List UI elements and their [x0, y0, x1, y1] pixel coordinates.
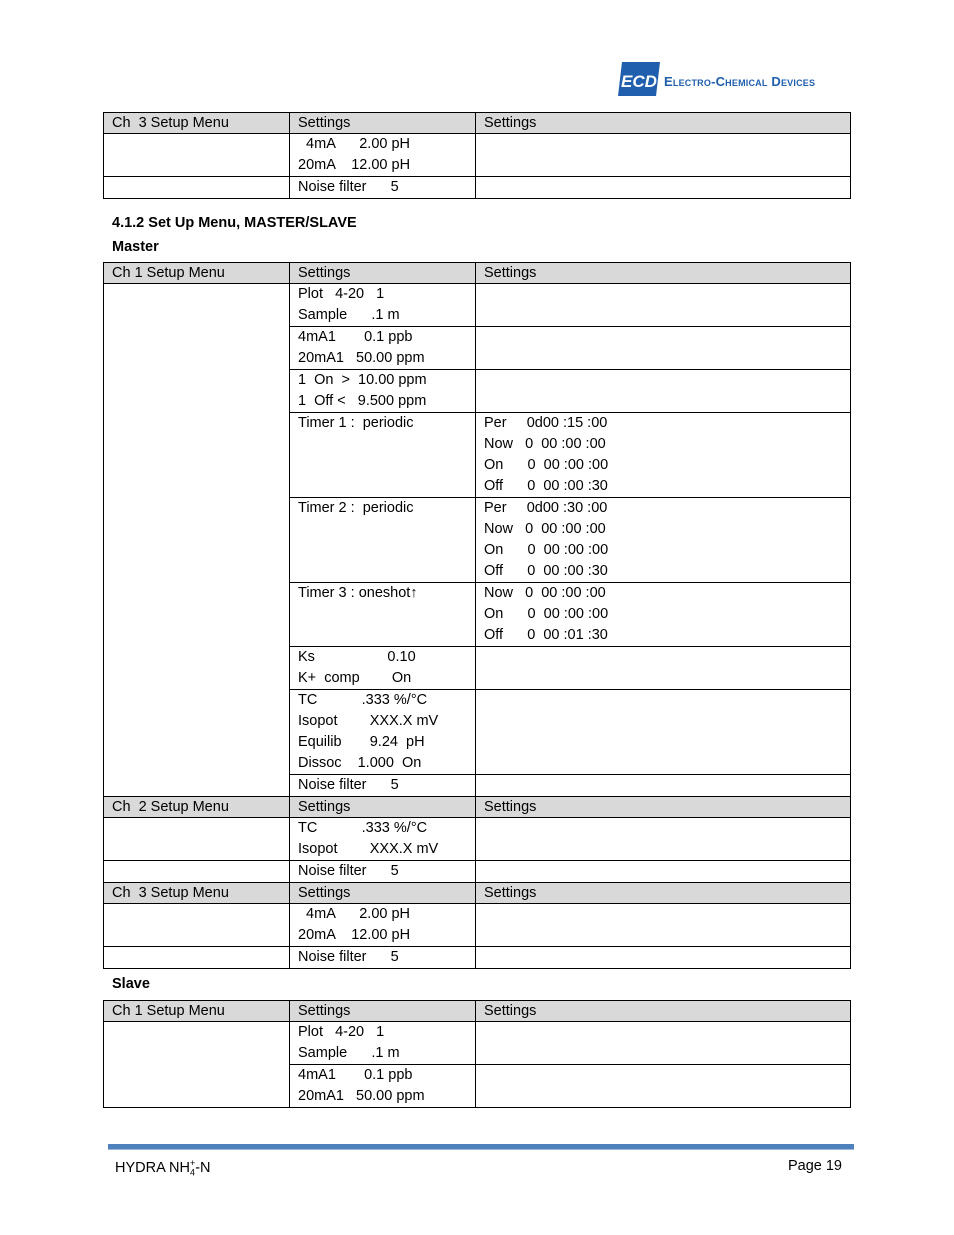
cell-line: Timer 2 : periodic: [298, 500, 414, 516]
table-cell: [290, 134, 476, 177]
table-cell: [104, 797, 290, 818]
cell-line: Sample .1 m: [298, 307, 400, 323]
table-cell: [290, 647, 476, 690]
cell-line: Timer 1 : periodic: [298, 415, 414, 431]
slave-label: Slave: [112, 976, 150, 992]
table-cell: [476, 818, 851, 861]
cell-line: Ch 3 Setup Menu: [112, 885, 229, 901]
table-cell: [104, 113, 290, 134]
master-setup-table-body: [104, 263, 851, 969]
cell-line: Isopot XXX.X mV: [298, 841, 439, 857]
cell-line: Per 0d00 :30 :00: [484, 500, 608, 516]
table-cell: [290, 818, 476, 861]
table-cell: [290, 797, 476, 818]
product-superscript: +: [189, 1158, 196, 1168]
table-row: [104, 861, 851, 883]
ecd-logo-icon: [618, 60, 660, 98]
logo-mark-text: ECD: [621, 72, 657, 91]
cell-line: 4mA1 0.1 ppb: [298, 329, 413, 345]
cell-line: Noise filter 5: [298, 179, 399, 195]
master-label: Master: [112, 239, 159, 255]
ch3-setup-table-top: [103, 112, 851, 199]
table-row: [104, 818, 851, 861]
table-cell: [476, 1022, 851, 1065]
cell-line: Ks 0.10: [298, 649, 416, 665]
table-row: [104, 177, 851, 199]
table-row: [104, 1022, 851, 1065]
table-cell: [290, 113, 476, 134]
table-cell: [476, 861, 851, 883]
product-subscript: 4: [189, 1167, 195, 1178]
table-cell: [290, 284, 476, 327]
table-cell: [476, 647, 851, 690]
table-cell: [290, 883, 476, 904]
table-cell: [476, 370, 851, 413]
table-row: [104, 284, 851, 327]
table-cell: [476, 177, 851, 199]
table-cell: [476, 904, 851, 947]
table-cell: [290, 947, 476, 969]
table-cell: [476, 327, 851, 370]
footer-rule: [108, 1144, 854, 1150]
cell-line: Settings: [484, 885, 537, 901]
cell-line: Settings: [484, 799, 537, 815]
table-cell: [476, 284, 851, 327]
cell-line: Equilib 9.24 pH: [298, 734, 425, 750]
cell-line: Per 0d00 :15 :00: [484, 415, 608, 431]
cell-line: Noise filter 5: [298, 777, 399, 793]
table-cell: [104, 947, 290, 969]
cell-line: Ch 3 Setup Menu: [112, 115, 229, 131]
cell-line: Settings: [298, 885, 351, 901]
table-cell: [290, 904, 476, 947]
table-cell: [476, 413, 851, 498]
cell-line: Plot 4-20 1: [298, 286, 385, 302]
settings-header: Settings: [476, 1001, 851, 1022]
ch3-setup-table-body: [104, 113, 851, 199]
table-header-row: [104, 797, 851, 818]
cell-line: 1 On > 10.00 ppm: [298, 372, 427, 388]
company-logo: [618, 60, 838, 100]
table-cell: [104, 883, 290, 904]
table-header-row: [104, 113, 851, 134]
table-cell: [290, 413, 476, 498]
table-cell: [290, 1022, 476, 1065]
table-cell: [476, 690, 851, 775]
master-setup-table: [103, 262, 851, 969]
cell-line: Settings: [298, 115, 351, 131]
settings-header: Settings: [476, 263, 851, 284]
cell-line: 4mA 2.00 pH: [298, 906, 411, 922]
cell-line: Now 0 00 :00 :00: [484, 436, 606, 452]
table-cell: [476, 1065, 851, 1108]
table-cell: [104, 861, 290, 883]
table-cell: [104, 904, 290, 947]
table-cell: [290, 583, 476, 647]
table-cell: [290, 1065, 476, 1108]
cell-line: TC .333 %/°C: [298, 692, 428, 708]
cell-line: 4mA1 0.1 ppb: [298, 1067, 413, 1083]
slave-setup-table: [103, 1000, 851, 1108]
footer-product: [115, 1158, 211, 1178]
product-suffix: -N: [195, 1159, 211, 1176]
table-row: [104, 947, 851, 969]
table-cell: [290, 370, 476, 413]
cell-line: On 0 00 :00 :00: [484, 606, 609, 622]
cell-line: 20mA1 50.00 ppm: [298, 350, 425, 366]
cell-line: 20mA1 50.00 ppm: [298, 1088, 425, 1104]
cell-line: Settings: [484, 115, 537, 131]
table-cell: [476, 797, 851, 818]
table-cell: [290, 861, 476, 883]
table-cell: [290, 775, 476, 797]
channel-spacer-cell: [104, 1022, 290, 1108]
table-cell: [290, 498, 476, 583]
cell-line: Plot 4-20 1: [298, 1024, 385, 1040]
channel-label: Ch 1 Setup Menu: [104, 1001, 290, 1022]
table-row: [104, 904, 851, 947]
cell-line: Timer 3 : oneshot↑: [298, 585, 418, 601]
brand-name: Electro-Chemical Devices: [664, 74, 816, 89]
cell-line: On 0 00 :00 :00: [484, 457, 609, 473]
cell-line: 1 Off < 9.500 ppm: [298, 393, 427, 409]
cell-line: Off 0 00 :00 :30: [484, 478, 608, 494]
table-cell: [290, 177, 476, 199]
channel-spacer-cell: [104, 284, 290, 797]
cell-line: Now 0 00 :00 :00: [484, 585, 606, 601]
cell-line: 20mA 12.00 pH: [298, 157, 411, 173]
channel-label: Ch 1 Setup Menu: [104, 263, 290, 284]
cell-line: Dissoc 1.000 On: [298, 755, 422, 771]
cell-line: Noise filter 5: [298, 949, 399, 965]
table-cell: [476, 113, 851, 134]
table-cell: [476, 775, 851, 797]
cell-line: Settings: [298, 799, 351, 815]
cell-line: Now 0 00 :00 :00: [484, 521, 606, 537]
cell-line: Isopot XXX.X mV: [298, 713, 439, 729]
cell-line: TC .333 %/°C: [298, 820, 428, 836]
table-cell: [104, 134, 290, 177]
table-cell: [290, 690, 476, 775]
settings-header: Settings: [290, 1001, 476, 1022]
slave-setup-table-body: [104, 1001, 851, 1108]
table-cell: [476, 498, 851, 583]
cell-line: Ch 2 Setup Menu: [112, 799, 229, 815]
table-header-row: [104, 1001, 851, 1022]
cell-line: Off 0 00 :01 :30: [484, 627, 608, 643]
table-cell: [290, 327, 476, 370]
cell-line: Off 0 00 :00 :30: [484, 563, 608, 579]
page-number: Page 19: [787, 1158, 842, 1174]
table-cell: [104, 818, 290, 861]
table-cell: [476, 883, 851, 904]
cell-line: Sample .1 m: [298, 1045, 400, 1061]
cell-line: K+ comp On: [298, 670, 412, 686]
section-title: 4.1.2 Set Up Menu, MASTER/SLAVE: [112, 215, 357, 231]
table-header-row: [104, 883, 851, 904]
table-row: [104, 134, 851, 177]
cell-line: Noise filter 5: [298, 863, 399, 879]
settings-header: Settings: [290, 263, 476, 284]
table-cell: [476, 583, 851, 647]
cell-line: On 0 00 :00 :00: [484, 542, 609, 558]
table-cell: [476, 947, 851, 969]
table-cell: [104, 177, 290, 199]
cell-line: 20mA 12.00 pH: [298, 927, 411, 943]
product-name: HYDRA NH: [115, 1159, 190, 1176]
cell-line: 4mA 2.00 pH: [298, 136, 411, 152]
table-header-row: [104, 263, 851, 284]
table-cell: [476, 134, 851, 177]
